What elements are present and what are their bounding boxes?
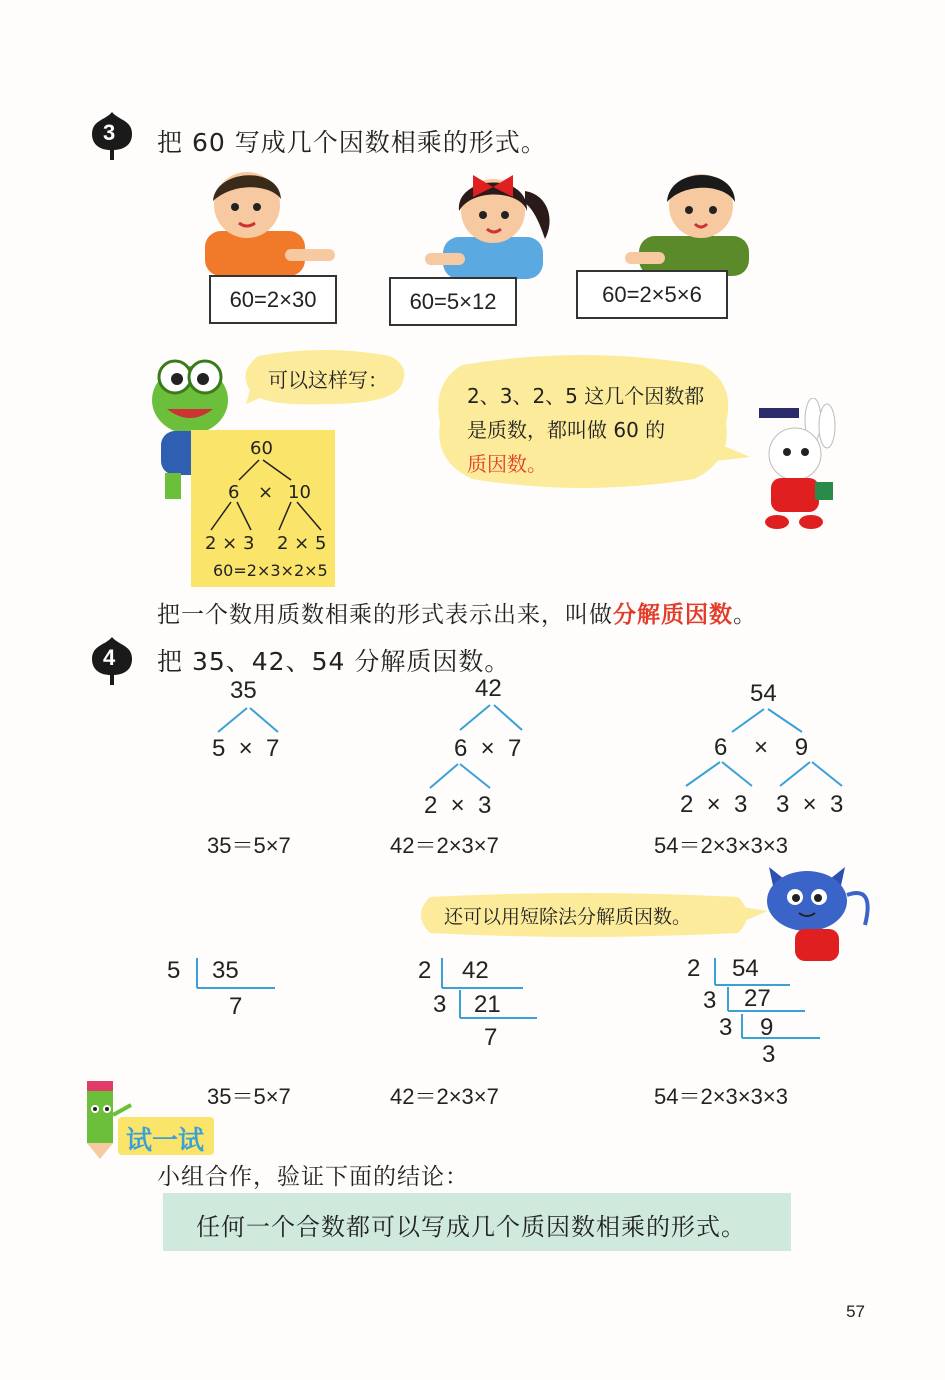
- div42-quotient2: 7: [484, 1024, 498, 1051]
- div42-divisor2: 3: [433, 991, 447, 1018]
- definition-suffix: 。: [733, 602, 757, 628]
- cat-illustration: [755, 855, 870, 969]
- rabbit-bubble-line1: 2、3、2、5 这几个因数都: [467, 384, 705, 408]
- equation-box-2: 60=5×12: [389, 277, 517, 326]
- div54-quotient2: 9: [760, 1014, 774, 1041]
- tree42-equation: 42＝2×3×7: [390, 833, 499, 858]
- div54-divisor2: 3: [703, 987, 717, 1014]
- div54-divisor1: 2: [687, 955, 701, 982]
- tree60-leaf-left: 2 × 3: [205, 533, 255, 554]
- div35-number: 35: [212, 957, 239, 984]
- tree54-row1: 6 × 9: [714, 734, 809, 761]
- div54-equation: 54＝2×3×3×3: [654, 1084, 788, 1109]
- div42-quotient1: 21: [474, 991, 501, 1018]
- tree60-result: 60=2×3×2×5: [213, 561, 328, 580]
- cat-speech-bubble: [412, 893, 757, 937]
- tree42-row2: 2 × 3: [424, 792, 492, 819]
- tree35-root: 35: [230, 677, 257, 704]
- div35-equation: 35＝5×7: [207, 1084, 291, 1109]
- div42-number: 42: [462, 957, 489, 984]
- try-instruction: 小组合作，验证下面的结论：: [157, 1164, 469, 1190]
- page-number: 57: [846, 1302, 865, 1321]
- tree54-row2b: 3 × 3: [776, 791, 844, 818]
- tree42-row1: 6 × 7: [454, 735, 522, 762]
- tree35-equation: 35＝5×7: [207, 833, 291, 858]
- tree60-right: 10: [288, 482, 311, 503]
- equation-box-3: 60=2×5×6: [576, 270, 728, 319]
- problem-3-number: 3: [103, 120, 116, 145]
- div54-quotient3: 3: [762, 1041, 776, 1068]
- tree42-root: 42: [475, 675, 502, 702]
- problem-4-text: 把 35、42、54 分解质因数。: [157, 647, 511, 676]
- tree54-root: 54: [750, 680, 777, 707]
- div54-quotient1: 27: [744, 985, 771, 1012]
- div42-equation: 42＝2×3×7: [390, 1084, 499, 1109]
- frog-bubble-text: 可以这样写：: [268, 368, 388, 392]
- div54-number: 54: [732, 955, 759, 982]
- cat-bubble-text: 还可以用短除法分解质因数。: [444, 906, 692, 928]
- definition-prefix: 把一个数用质数相乘的形式表示出来，叫做: [157, 602, 613, 628]
- tree54-equation: 54＝2×3×3×3: [654, 833, 788, 858]
- tree60-root: 60: [250, 438, 273, 459]
- equation-box-1: 60=2×30: [209, 275, 337, 324]
- div42-divisor1: 2: [418, 957, 432, 984]
- conclusion-text: 任何一个合数都可以写成几个质因数相乘的形式。: [196, 1213, 746, 1241]
- div54-divisor3: 3: [719, 1014, 733, 1041]
- rabbit-bubble-line3: 质因数。: [467, 452, 547, 476]
- tree60-leaf-right: 2 × 5: [277, 533, 327, 554]
- tree54-row2a: 2 × 3: [680, 791, 748, 818]
- problem-3-text: 把 60 写成几个因数相乘的形式。: [157, 128, 547, 157]
- div35-quotient: 7: [229, 993, 243, 1020]
- definition-term: 分解质因数: [613, 602, 733, 628]
- try-section-banner: [118, 1117, 214, 1155]
- tree60-times: ×: [258, 482, 274, 503]
- rabbit-bubble-line2: 是质数，都叫做 60 的: [467, 418, 666, 442]
- tree60-left: 6: [228, 482, 240, 503]
- try-section-title: 试一试: [126, 1126, 205, 1156]
- div35-divisor: 5: [167, 957, 181, 984]
- tree35-row1: 5 × 7: [212, 735, 280, 762]
- problem-4-number: 4: [103, 645, 116, 670]
